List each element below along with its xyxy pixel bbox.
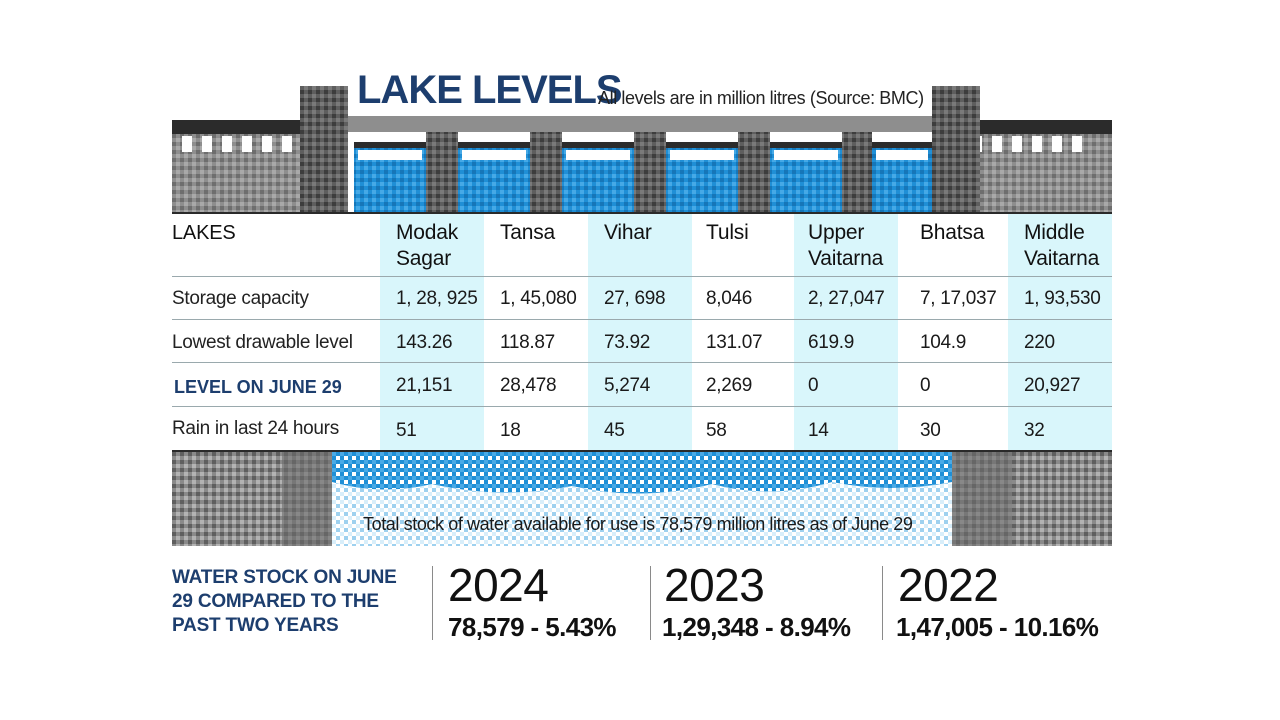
- table-cell: 58: [706, 420, 727, 441]
- row-label-lowest-drawable-level: Lowest drawable level: [172, 332, 353, 353]
- year-2022: 2022: [898, 559, 999, 611]
- table-cell: 2, 27,047: [808, 288, 885, 309]
- row-label-storage-capacity: Storage capacity: [172, 288, 309, 309]
- table-cell: 27, 698: [604, 288, 666, 309]
- divider: [432, 566, 433, 640]
- total-stock-note: Total stock of water available for use is 78,579 million litres as of June 29: [363, 514, 913, 534]
- column-header-tansa: Tansa: [500, 221, 556, 244]
- table-cell: 619.9: [808, 332, 855, 353]
- table-cell: 32: [1024, 420, 1045, 441]
- table-cell: 21,151: [396, 375, 453, 396]
- year-2024: 2024: [448, 559, 549, 611]
- table-cell: 1, 93,530: [1024, 288, 1101, 309]
- row-label-level-on-june-29: LEVEL ON JUNE 29: [174, 377, 342, 397]
- column-header-bhatsa: Bhatsa: [920, 221, 985, 244]
- column-header-modak-sagar: Modak Sagar: [396, 221, 459, 270]
- table-cell: 118.87: [500, 332, 555, 353]
- table-cell: 51: [396, 420, 417, 441]
- table-cell: 104.9: [920, 332, 967, 353]
- year-2023: 2023: [664, 559, 765, 611]
- table-cell: 7, 17,037: [920, 288, 997, 309]
- table-cell: 30: [920, 420, 941, 441]
- table-cell: 28,478: [500, 375, 557, 396]
- divider: [882, 566, 883, 640]
- table-cell: 73.92: [604, 332, 651, 353]
- table-cell: 8,046: [706, 288, 753, 309]
- table-cell: 20,927: [1024, 375, 1081, 396]
- comparison-label: WATER STOCK ON JUNE 29 COMPARED TO THE PAST TWO YEARS: [172, 567, 397, 636]
- page-subtitle: All levels are in million litres (Source: BMC): [598, 88, 924, 108]
- table-cell: 2,269: [706, 375, 753, 396]
- table-cell: 220: [1024, 332, 1055, 353]
- row-label-rain-last-24-hours: Rain in last 24 hours: [172, 418, 339, 439]
- year-2023-value: 1,29,348 - 8.94%: [662, 612, 851, 642]
- table-cell: 18: [500, 420, 521, 441]
- row-divider: [172, 276, 1112, 277]
- year-2024-value: 78,579 - 5.43%: [448, 612, 616, 642]
- corner-label: LAKES: [172, 222, 236, 244]
- lake-levels-table: [172, 212, 1112, 452]
- year-2022-value: 1,47,005 - 10.16%: [896, 612, 1099, 642]
- table-top-rule: [172, 212, 1112, 214]
- row-divider: [172, 406, 1112, 407]
- table-cell: 131.07: [706, 332, 763, 353]
- column-header-tulsi: Tulsi: [706, 221, 749, 244]
- column-header-upper-vaitarna: Upper Vaitarna: [808, 221, 884, 270]
- table-cell: 0: [920, 375, 931, 396]
- column-header-middle-vaitarna: Middle Vaitarna: [1024, 221, 1100, 270]
- table-cell: 5,274: [604, 375, 651, 396]
- table-cell: 1, 28, 925: [396, 288, 478, 309]
- table-cell: 143.26: [396, 332, 453, 353]
- divider: [650, 566, 651, 640]
- table-cell: 14: [808, 420, 829, 441]
- table-cell: 1, 45,080: [500, 288, 577, 309]
- table-cell: 0: [808, 375, 819, 396]
- table-cell: 45: [604, 420, 625, 441]
- row-divider: [172, 362, 1112, 363]
- row-divider: [172, 319, 1112, 320]
- page-title: LAKE LEVELS: [357, 68, 622, 112]
- column-header-vihar: Vihar: [604, 221, 652, 244]
